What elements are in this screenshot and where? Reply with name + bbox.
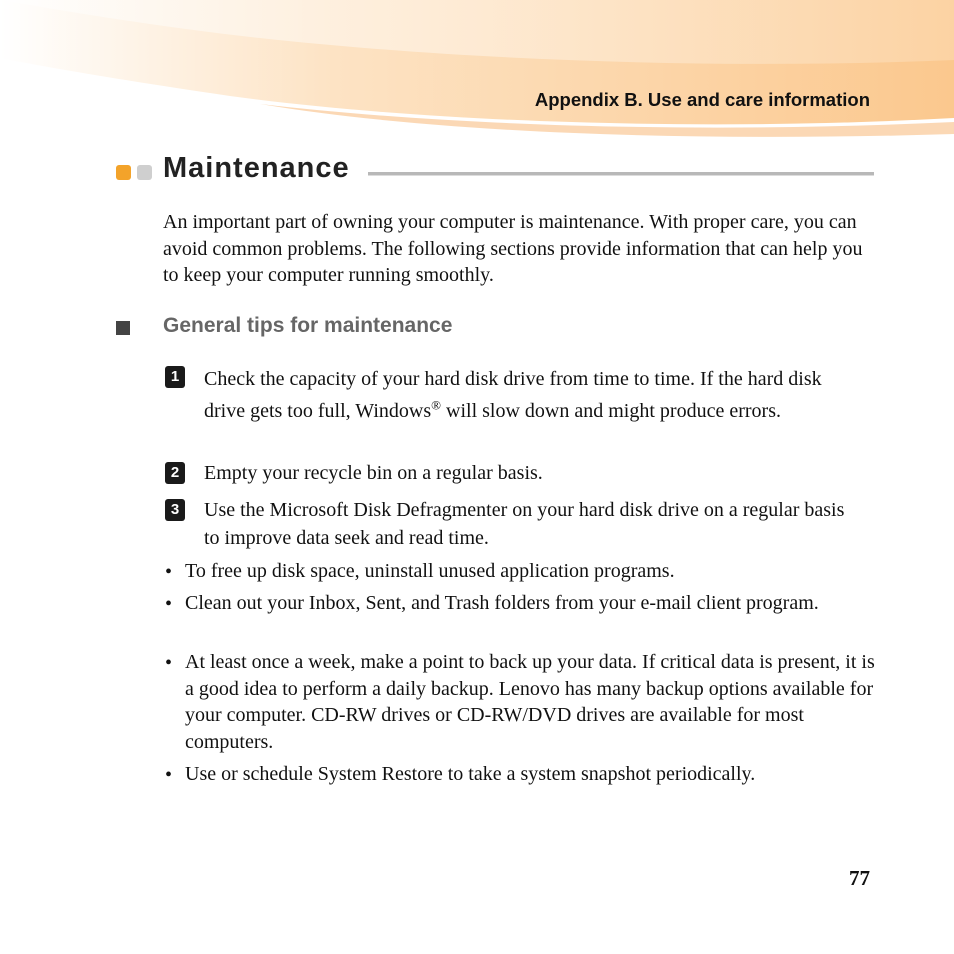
header-swoosh-background	[0, 0, 954, 140]
bullet-dot-icon: •	[165, 561, 173, 583]
bullet-item: Use or schedule System Restore to take a system snapshot periodically.	[185, 763, 756, 785]
bullet-dot-icon: •	[165, 652, 173, 674]
intro-paragraph: An important part of owning your computer is maintenance. With proper care, you can avoid common problems. The following sections provide information that can help you to keep your computer running smoothly.	[163, 211, 863, 286]
section-title-rule	[368, 172, 874, 176]
step-text-part: will slow down and might produce errors.	[441, 400, 781, 422]
step-text: Use the Microsoft Disk Defragmenter on your hard disk drive on a regular basis to improve data seek and read time.	[204, 499, 845, 549]
step-text: Empty your recycle bin on a regular basis.	[204, 462, 543, 484]
bullet-item: Clean out your Inbox, Sent, and Trash folders from your e-mail client program.	[185, 592, 819, 614]
registered-mark: ®	[431, 397, 442, 413]
step-number-badge: 2	[165, 462, 185, 484]
bullet-item: To free up disk space, uninstall unused application programs.	[185, 560, 675, 582]
orange-square-icon	[116, 165, 131, 180]
gray-square-icon	[137, 165, 152, 180]
chapter-header-title: Appendix B. Use and care information	[534, 89, 870, 110]
step-number-badge: 1	[165, 366, 185, 388]
bullet-item: At least once a week, make a point to back up your data. If critical data is present, it is a good idea to perform a daily backup. Lenovo has many backup options available for your computer. CD-RW drives or CD-RW/DVD drives are available for most computers.	[185, 651, 875, 753]
subsection-title: General tips for maintenance	[163, 314, 453, 337]
step-text	[204, 363, 854, 427]
step-number-badge: 3	[165, 499, 185, 521]
section-title: Maintenance	[163, 152, 350, 184]
bullet-dot-icon: •	[165, 593, 173, 615]
page-number: 77	[849, 866, 870, 890]
subsection-square-icon	[116, 321, 130, 335]
step-text-part: Check the capacity of your hard disk drive from time to time. If the hard disk drive gets too full, Windows	[204, 368, 822, 422]
bullet-dot-icon: •	[165, 764, 173, 786]
